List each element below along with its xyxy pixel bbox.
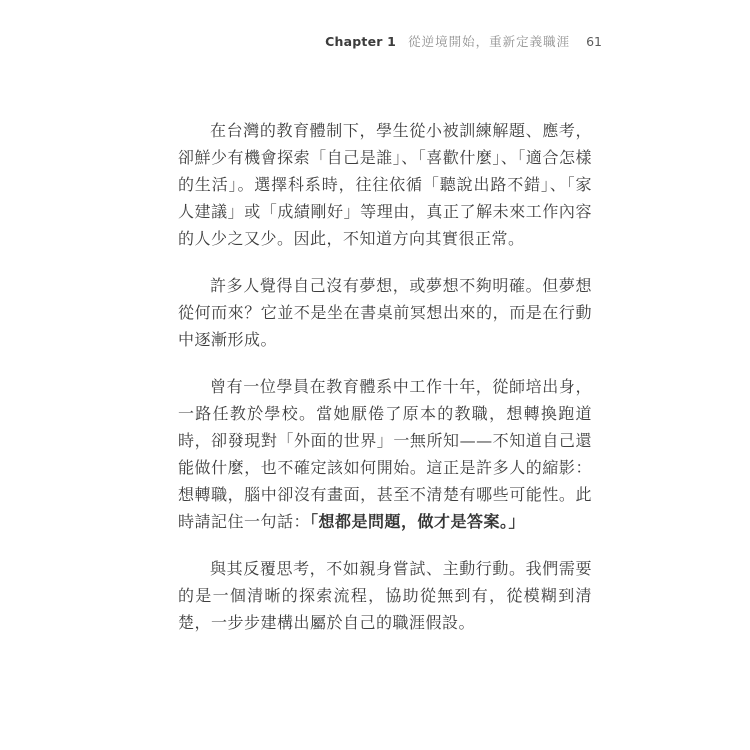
body-text bbox=[178, 117, 592, 656]
key-phrase: 「想都是問題，做才是答案。」 bbox=[310, 512, 526, 531]
paragraph-3-text: 曾有一位學員在教育體系中工作十年，從師培出身，一路任教於學校。當她厭倦了原本的教職，想轉換跑道時，卻發現對「外面的世界」一無所知——不知道自己還能做什麼，也不確定該如何開始。這正是許多人的縮影：想轉職，腦中卻沒有畫面，甚至不清楚有哪些可能性。此時請記住一句話： bbox=[178, 377, 592, 531]
chapter-title: 從逆境開始，重新定義職涯 bbox=[408, 34, 571, 49]
running-header bbox=[0, 34, 602, 49]
paragraph-4-text: 與其反覆思考，不如親身嘗試、主動行動。我們需要的是一個清晰的探索流程，協助從無到有，從模糊到清楚，一步步建構出屬於自己的職涯假設。 bbox=[178, 559, 592, 632]
paragraph-3 bbox=[178, 373, 592, 535]
paragraph-1-text: 在台灣的教育體制下，學生從小被訓練解題、應考，卻鮮少有機會探索「自己是誰」、「喜歡什麼」、「適合怎樣的生活」。選擇科系時，往往依循「聽說出路不錯」、「家人建議」或「成績剛好」等理由，真正了解未來工作內容的人少之又少。因此，不知道方向其實很正常。 bbox=[178, 121, 592, 248]
paragraph-2 bbox=[178, 272, 592, 353]
paragraph-1 bbox=[178, 117, 592, 252]
page-number: 61 bbox=[586, 34, 602, 49]
chapter-label: Chapter 1 bbox=[325, 34, 397, 49]
paragraph-2-text: 許多人覺得自己沒有夢想，或夢想不夠明確。但夢想從何而來？它並不是坐在書桌前冥想出來的，而是在行動中逐漸形成。 bbox=[178, 276, 592, 349]
paragraph-4 bbox=[178, 555, 592, 636]
